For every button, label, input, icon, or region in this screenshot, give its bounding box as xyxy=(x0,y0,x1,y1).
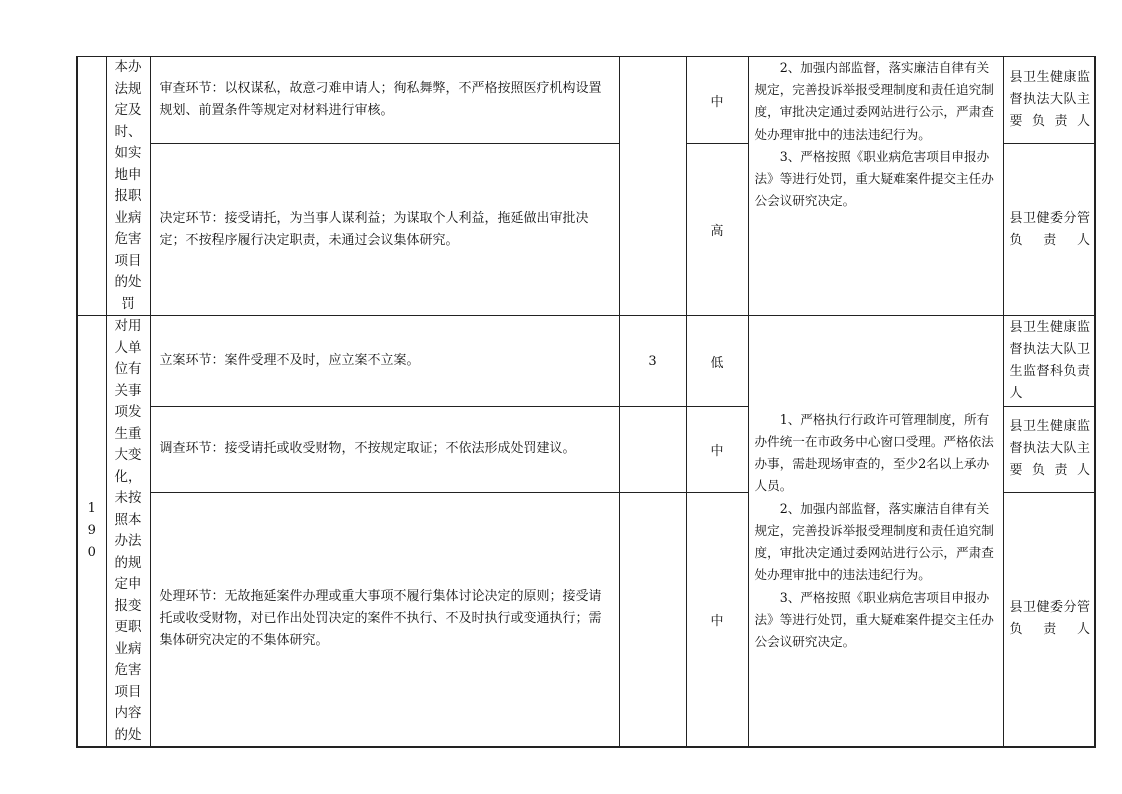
risk-level-cell: 中 xyxy=(686,492,748,747)
risk-point-cell: 审查环节：以权谋私，故意刁难申请人；徇私舞弊，不严格按照医疗机构设置规划、前置条件等规定对材料进行审核。 xyxy=(150,57,619,144)
risk-level-cell: 低 xyxy=(686,316,748,407)
risk-control-table xyxy=(76,56,1096,748)
measure-text: 2、加强内部监督，落实廉洁自律有关规定，完善投诉举报受理制度和责任追究制度，审批决定通过委网站进行公示，严肃查处办理审批中的违法违纪行为。 xyxy=(754,500,994,583)
row-number-cell: 190 xyxy=(77,316,106,748)
risk-count-cell: 3 xyxy=(619,316,686,407)
row-number-cell xyxy=(77,57,106,316)
risk-point-cell: 立案环节：案件受理不及时，应立案不立案。 xyxy=(150,316,619,407)
risk-count-cell xyxy=(619,492,686,747)
table-row xyxy=(77,57,1095,144)
responsible-person-cell: 县卫生健康监督执法大队主要负责人 xyxy=(1003,407,1095,493)
responsible-person-cell: 县卫生健康监督执法大队卫生监督科负责人 xyxy=(1003,316,1095,407)
item-name-cell: 对用人单位有关事项发生重大变化，未按照本办法的规定申报变更职业病危害项目内容的处 xyxy=(106,316,150,748)
measure-text: 3、严格按照《职业病危害项目申报办法》等进行处罚，重大疑难案件提交主任办公会议研究决定。 xyxy=(754,148,994,209)
responsible-person-cell: 县卫健委分管负责人 xyxy=(1003,492,1095,747)
risk-point-cell: 调查环节：接受请托或收受财物，不按规定取证；不依法形成处罚建议。 xyxy=(150,407,619,493)
risk-level-cell: 中 xyxy=(686,407,748,493)
measure-text: 3、严格按照《职业病危害项目申报办法》等进行处罚，重大疑难案件提交主任办公会议研究决定。 xyxy=(754,589,994,649)
prevention-measures-cell xyxy=(748,57,1003,316)
responsible-person-cell: 县卫健委分管负责人 xyxy=(1003,144,1095,316)
risk-point-cell: 处理环节：无故拖延案件办理或重大事项不履行集体讨论决定的原则；接受请托或收受财物，对已作出处罚决定的案件不执行、不及时执行或变通执行；需集体研究决定的不集体研究。 xyxy=(150,492,619,747)
item-name-cell: 本办法规定及时、如实地申报职业病危害项目的处罚 xyxy=(106,57,150,316)
risk-count-cell xyxy=(619,57,686,316)
risk-point-cell: 决定环节：接受请托，为当事人谋利益；为谋取个人利益，拖延做出审批决定；不按程序履行决定职责，未通过会议集体研究。 xyxy=(150,144,619,316)
risk-level-cell: 中 xyxy=(686,57,748,144)
table-row xyxy=(77,316,1095,407)
risk-count-cell xyxy=(619,407,686,493)
measure-text: 2、加强内部监督，落实廉洁自律有关规定，完善投诉举报受理制度和责任追究制度，审批决定通过委网站进行公示，严肃查处办理审批中的违法违纪行为。 xyxy=(754,60,994,142)
measure-text: 1、严格执行行政许可管理制度，所有办件统一在市政务中心窗口受理。严格依法办事，需赴现场审查的，至少2名以上承办人员。 xyxy=(754,411,994,494)
responsible-person-cell: 县卫生健康监督执法大队主要负责人 xyxy=(1003,57,1095,144)
prevention-measures-cell xyxy=(748,316,1003,748)
risk-level-cell: 高 xyxy=(686,144,748,316)
